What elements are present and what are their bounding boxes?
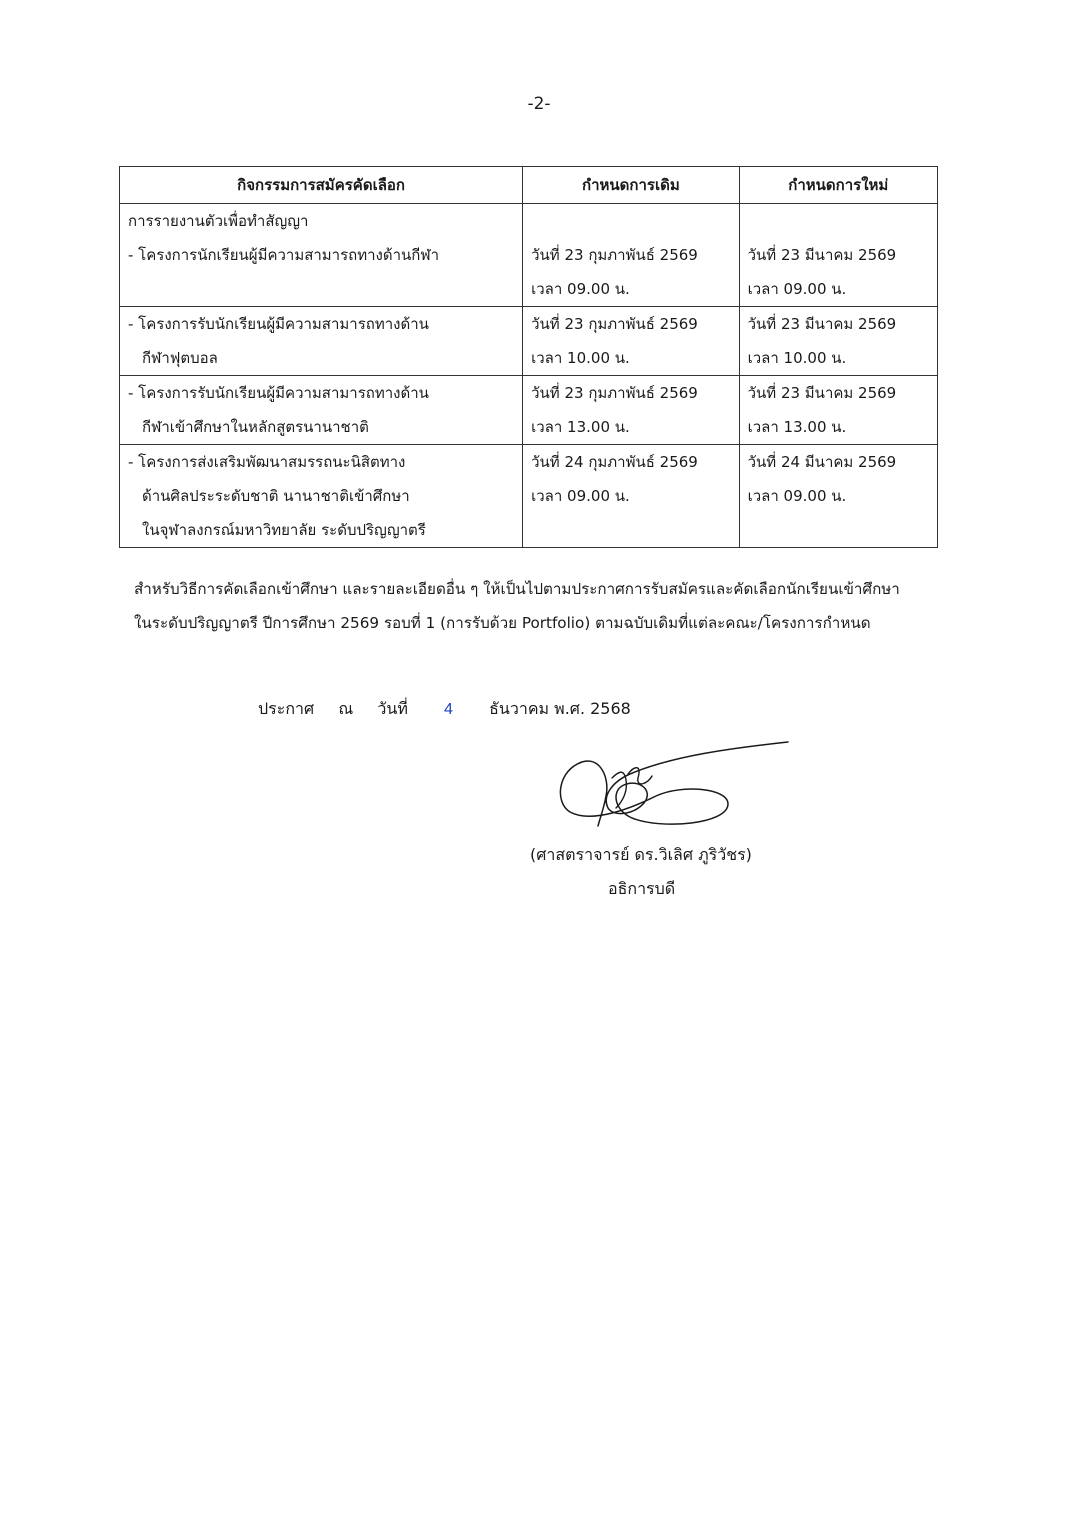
- table-row: [120, 445, 938, 548]
- original-date: วันที่ 23 กุมภาพันธ์ 2569: [531, 246, 698, 264]
- announcement-day-label: วันที่: [377, 699, 408, 718]
- table-row: [120, 204, 938, 307]
- activity-cell: [120, 445, 523, 548]
- activity-line: - โครงการส่งเสริมพัฒนาสมรรถนะนิสิตทาง: [128, 453, 406, 471]
- new-date: วันที่ 23 มีนาคม 2569: [747, 384, 897, 402]
- activity-line: - โครงการรับนักเรียนผู้มีความสามารถทางด้าน: [128, 384, 429, 402]
- new-date: วันที่ 24 มีนาคม 2569: [747, 453, 897, 471]
- announcement-date: [258, 697, 631, 722]
- announcement-at: ณ: [338, 699, 354, 718]
- original-time: เวลา 10.00 น.: [531, 349, 630, 367]
- table-header-row: [120, 167, 938, 204]
- original-date: วันที่ 24 กุมภาพันธ์ 2569: [531, 453, 698, 471]
- activity-cell: [120, 204, 523, 307]
- new-date: วันที่ 23 มีนาคม 2569: [747, 315, 897, 333]
- page-number: -2-: [527, 94, 551, 114]
- new-schedule-cell: [739, 204, 937, 307]
- activity-line: - โครงการนักเรียนผู้มีความสามารถทางด้านกีฬา: [128, 246, 440, 264]
- new-time: เวลา 09.00 น.: [747, 280, 847, 298]
- new-schedule-cell: [739, 376, 937, 445]
- table-row: [120, 307, 938, 376]
- new-time: เวลา 09.00 น.: [747, 487, 847, 505]
- announcement-month-year: ธันวาคม พ.ศ. 2568: [489, 699, 631, 718]
- schedule-table: [119, 166, 938, 548]
- activity-line: การรายงานตัวเพื่อทำสัญญา: [128, 212, 309, 230]
- new-time: เวลา 10.00 น.: [747, 349, 847, 367]
- signature-image: [552, 738, 792, 834]
- new-schedule-cell: [739, 445, 937, 548]
- new-schedule-cell: [739, 307, 937, 376]
- original-schedule-cell: [523, 204, 739, 307]
- announcement-prefix: ประกาศ: [258, 699, 315, 718]
- activity-line: ในจุฬาลงกรณ์มหาวิทยาลัย ระดับปริญญาตรี: [142, 521, 426, 539]
- signer-name: (ศาสตราจารย์ ดร.วิเลิศ ภูริวัชร): [530, 845, 752, 864]
- header-activity: กิจกรรมการสมัครคัดเลือก: [120, 167, 523, 204]
- activity-line: กีฬาฟุตบอล: [142, 349, 218, 367]
- original-date: วันที่ 23 กุมภาพันธ์ 2569: [531, 315, 698, 333]
- header-original-schedule: กำหนดการเดิม: [523, 167, 739, 204]
- table-row: [120, 376, 938, 445]
- original-date: วันที่ 23 กุมภาพันธ์ 2569: [531, 384, 698, 402]
- header-new-schedule: กำหนดการใหม่: [739, 167, 937, 204]
- activity-line: - โครงการรับนักเรียนผู้มีความสามารถทางด้าน: [128, 315, 429, 333]
- signer-title: อธิการบดี: [608, 879, 676, 898]
- activity-cell: [120, 307, 523, 376]
- original-time: เวลา 09.00 น.: [531, 487, 630, 505]
- activity-cell: [120, 376, 523, 445]
- original-time: เวลา 13.00 น.: [531, 418, 630, 436]
- new-date: วันที่ 23 มีนาคม 2569: [747, 246, 897, 264]
- activity-line: ด้านศิลประระดับชาติ นานาชาติเข้าศึกษา: [142, 487, 410, 505]
- original-schedule-cell: [523, 445, 739, 548]
- activity-line: กีฬาเข้าศึกษาในหลักสูตรนานาชาติ: [142, 418, 369, 436]
- selection-note-paragraph: [134, 572, 944, 640]
- announcement-day: 4: [444, 701, 453, 718]
- original-schedule-cell: [523, 307, 739, 376]
- new-time: เวลา 13.00 น.: [747, 418, 847, 436]
- paragraph-line: ในระดับปริญญาตรี ปีการศึกษา 2569 รอบที่ 1 (การรับด้วย Portfolio) ตามฉบับเดิมที่แต่ละคณะ/โครงการกำหนด: [134, 614, 871, 632]
- paragraph-line: สำหรับวิธีการคัดเลือกเข้าศึกษา และรายละเอียดอื่น ๆ ให้เป็นไปตามประกาศการรับสมัครและคัดเลือกนักเรียนเข้าศึกษา: [134, 580, 900, 598]
- original-time: เวลา 09.00 น.: [531, 280, 630, 298]
- original-schedule-cell: [523, 376, 739, 445]
